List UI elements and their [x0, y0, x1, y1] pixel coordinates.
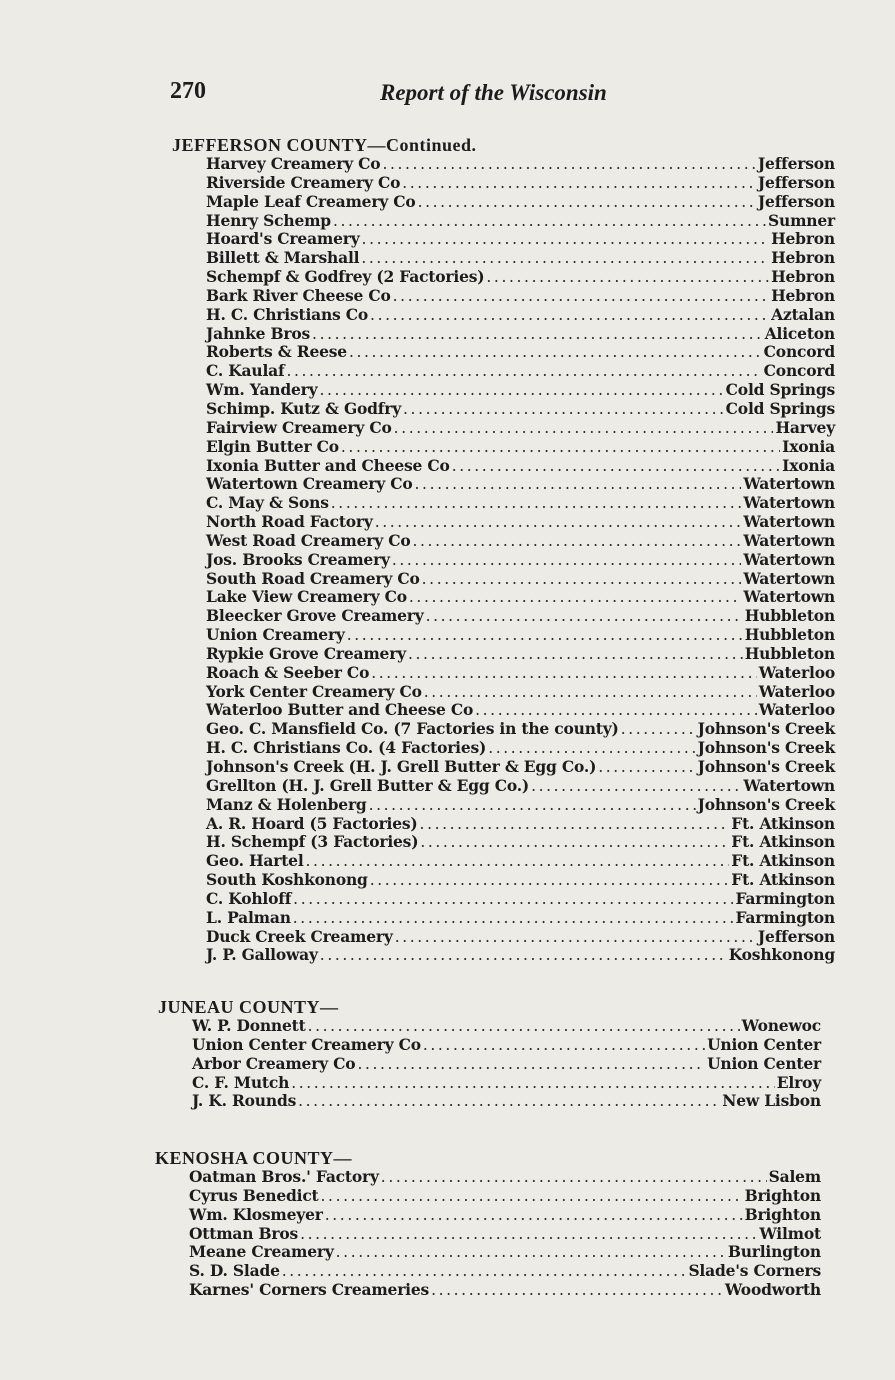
dot-leader	[298, 1092, 720, 1111]
list-item	[206, 588, 835, 607]
entry-place: Aztalan	[771, 304, 835, 324]
dot-leader	[375, 513, 742, 532]
entry-name: Geo. Hartel	[206, 851, 304, 871]
entry-place: Ft. Atkinson	[731, 870, 835, 890]
entry-place: Farmington	[735, 907, 835, 927]
page-header	[170, 78, 830, 112]
list-item	[189, 1225, 821, 1244]
entry-place: Johnson's Creek	[697, 757, 835, 776]
list-item	[206, 626, 835, 645]
entry-place: Sumner	[768, 210, 835, 230]
entry-name: Hoard's Creamery	[206, 229, 360, 249]
dot-leader	[426, 607, 743, 626]
entry-name: Harvey Creamery Co	[206, 154, 381, 173]
list-item	[192, 1092, 821, 1111]
dot-leader	[325, 1206, 743, 1225]
entry-place: Hubbleton	[744, 643, 835, 663]
list-item	[206, 419, 835, 438]
list-item	[206, 212, 835, 231]
entry-name: Meane Creamery	[189, 1242, 334, 1262]
entry-place: Salem	[768, 1167, 821, 1186]
list-item	[206, 570, 835, 589]
entry-name: Karnes' Corners Creameries	[189, 1280, 430, 1300]
dot-leader	[293, 890, 733, 909]
dot-leader	[403, 400, 724, 419]
list-item	[206, 664, 835, 683]
list-item	[206, 946, 835, 965]
entry-place: Waterloo	[758, 700, 835, 720]
entry-name: Rypkie Grove Creamery	[206, 643, 406, 663]
entry-name: S. D. Slade	[189, 1261, 280, 1281]
dot-leader	[319, 381, 723, 400]
list-item	[206, 852, 835, 871]
entry-name: Ottman Bros	[189, 1223, 299, 1243]
dot-leader	[282, 1262, 687, 1281]
dot-leader	[347, 626, 743, 645]
entry-name: Waterloo Butter and Cheese Co	[206, 700, 474, 720]
entry-place: Elroy	[776, 1072, 821, 1092]
dot-leader	[312, 325, 763, 344]
list-item	[189, 1262, 821, 1281]
entry-place: Johnson's Creek	[697, 794, 835, 814]
entry-place: Waterloo	[758, 662, 835, 682]
entry-list	[189, 1168, 821, 1300]
list-item	[206, 871, 835, 890]
list-item	[206, 230, 835, 249]
dot-leader	[382, 155, 755, 174]
entry-place: Watertown	[743, 493, 835, 513]
entry-name: Johnson's Creek (H. J. Grell Butter & Egg Co.)	[206, 757, 597, 776]
entry-place: Johnson's Creek	[697, 738, 835, 758]
entry-place: Cold Springs	[725, 380, 835, 400]
dot-leader	[331, 494, 742, 513]
entry-place: Cold Springs	[725, 398, 835, 418]
list-item	[206, 815, 835, 834]
entry-name: South Road Creamery Co	[206, 568, 420, 588]
entry-place: Waterloo	[758, 681, 835, 701]
running-title: Report of the Wisconsin	[380, 80, 607, 105]
entry-place: Union Center	[707, 1053, 821, 1073]
entry-place: Hebron	[771, 248, 835, 268]
entry-place: Jefferson	[757, 191, 835, 211]
entry-name: West Road Creamery Co	[206, 530, 411, 550]
dot-leader	[393, 287, 769, 306]
list-item	[206, 890, 835, 909]
entry-place: Wonewoc	[741, 1016, 821, 1035]
entry-name: Schempf & Godfrey (2 Factories)	[206, 267, 485, 287]
list-item	[206, 362, 835, 381]
dot-leader	[308, 1017, 740, 1036]
county-heading: JUNEAU COUNTY—	[158, 997, 339, 1017]
dot-leader	[422, 570, 742, 589]
entry-name: A. R. Hoard (5 Factories)	[206, 813, 418, 833]
entry-name: South Koshkonong	[206, 870, 368, 890]
dot-leader	[395, 928, 756, 947]
dot-leader	[300, 1225, 757, 1244]
entry-place: Watertown	[743, 530, 835, 550]
dot-leader	[381, 1168, 767, 1187]
dot-leader	[361, 249, 769, 268]
list-item	[206, 796, 835, 815]
entry-place: Brighton	[744, 1185, 821, 1205]
entry-name: Wm. Yandery	[206, 380, 318, 400]
list-item	[189, 1243, 821, 1262]
entry-place: Woodworth	[724, 1280, 821, 1300]
dot-leader	[420, 833, 729, 852]
entry-name: Geo. C. Mansfield Co. (7 Factories in the county)	[206, 719, 619, 739]
dot-leader	[475, 701, 757, 720]
list-item	[206, 381, 835, 400]
entry-name: W. P. Donnett	[192, 1016, 306, 1035]
dot-leader	[598, 758, 695, 777]
list-item	[206, 306, 835, 325]
dot-leader	[293, 909, 734, 928]
dot-leader	[418, 193, 756, 212]
entry-name: Jahnke Bros	[206, 323, 311, 343]
county-section-kenosha	[155, 1148, 821, 1300]
entry-name: Oatman Bros.' Factory	[189, 1167, 379, 1186]
entry-name: H. Schempf (3 Factories)	[206, 832, 419, 852]
dot-leader	[394, 419, 774, 438]
list-item	[206, 438, 835, 457]
entry-place: Hebron	[771, 267, 835, 287]
entry-place: Burlington	[727, 1242, 821, 1262]
list-item	[206, 777, 835, 796]
entry-place: Slade's Corners	[688, 1261, 821, 1281]
entry-name: Roberts & Reese	[206, 342, 347, 362]
entry-name: J. K. Rounds	[192, 1091, 297, 1111]
entry-name: Roach & Seeber Co	[206, 662, 370, 682]
entry-name: York Center Creamery Co	[206, 681, 422, 701]
entry-place: Watertown	[743, 549, 835, 569]
entry-place: Concord	[763, 342, 835, 362]
entry-name: Watertown Creamery Co	[206, 474, 413, 494]
entry-place: Ft. Atkinson	[731, 832, 835, 852]
list-item	[192, 1036, 821, 1055]
dot-leader	[291, 1074, 775, 1093]
dot-leader	[621, 720, 696, 739]
entry-place: Watertown	[743, 474, 835, 494]
list-item	[206, 287, 835, 306]
dot-leader	[408, 645, 743, 664]
entry-name: Manz & Holenberg	[206, 794, 367, 814]
list-item	[206, 494, 835, 513]
county-section-juneau	[158, 997, 821, 1111]
dot-leader	[424, 683, 757, 702]
entry-list	[206, 155, 835, 965]
list-item	[206, 701, 835, 720]
dot-leader	[409, 588, 741, 607]
list-item	[206, 457, 835, 476]
entry-name: Bleecker Grove Creamery	[206, 606, 424, 626]
entry-name: Duck Creek Creamery	[206, 926, 393, 946]
list-item	[206, 607, 835, 626]
entry-place: Hebron	[771, 229, 835, 249]
entry-place: Johnson's Creek	[697, 719, 835, 739]
list-item	[206, 532, 835, 551]
entry-place: Harvey	[775, 417, 835, 437]
entry-place: Watertown	[743, 775, 835, 795]
entry-place: Ixonia	[782, 436, 835, 456]
entry-name: H. C. Christians Co	[206, 304, 369, 324]
entry-name: J. P. Galloway	[206, 945, 318, 965]
dot-leader	[333, 212, 766, 231]
entry-place: Ixonia	[782, 455, 835, 475]
list-item	[206, 174, 835, 193]
entry-name: Elgin Butter Co	[206, 436, 339, 456]
dot-leader	[431, 1281, 723, 1300]
dot-leader	[420, 815, 730, 834]
page-number: 270	[170, 78, 206, 104]
dot-leader	[392, 551, 742, 570]
dot-leader	[306, 852, 730, 871]
entry-place: Jefferson	[757, 172, 835, 192]
list-item	[206, 683, 835, 702]
dot-leader	[336, 1243, 726, 1262]
entry-place: Union Center	[707, 1034, 821, 1054]
dot-leader	[486, 268, 769, 287]
list-item	[206, 909, 835, 928]
list-item	[206, 758, 835, 777]
list-item	[189, 1281, 821, 1300]
list-item	[206, 720, 835, 739]
entry-name: Maple Leaf Creamery Co	[206, 191, 416, 211]
list-item	[206, 193, 835, 212]
list-item	[206, 325, 835, 344]
dot-leader	[341, 438, 780, 457]
entry-place: Hubbleton	[744, 606, 835, 626]
dot-leader	[362, 230, 770, 249]
dot-leader	[413, 532, 742, 551]
entry-name: Bark River Cheese Co	[206, 285, 391, 305]
entry-name: Grellton (H. J. Grell Butter & Egg Co.)	[206, 775, 530, 795]
entry-place: Hubbleton	[744, 625, 835, 645]
list-item	[192, 1017, 821, 1036]
entry-name: Cyrus Benedict	[189, 1185, 319, 1205]
dot-leader	[286, 362, 761, 381]
list-item	[206, 268, 835, 287]
dot-leader	[357, 1055, 705, 1074]
county-heading: KENOSHA COUNTY—	[155, 1148, 353, 1168]
entry-name: L. Palman	[206, 907, 291, 927]
list-item	[206, 928, 835, 947]
entry-name: Henry Schemp	[206, 210, 331, 230]
entry-list	[192, 1017, 821, 1111]
dot-leader	[369, 796, 696, 815]
dot-leader	[349, 343, 762, 362]
list-item	[206, 155, 835, 174]
dot-leader	[402, 174, 756, 193]
entry-name: Arbor Creamery Co	[192, 1053, 356, 1073]
entry-name: Riverside Creamery Co	[206, 172, 401, 192]
list-item	[206, 833, 835, 852]
list-item	[189, 1187, 821, 1206]
entry-name: Billett & Marshall	[206, 248, 360, 268]
entry-name: C. May & Sons	[206, 493, 329, 513]
entry-name: Lake View Creamery Co	[206, 587, 407, 607]
entry-name: C. Kohloff	[206, 888, 292, 908]
dot-leader	[370, 871, 730, 890]
dot-leader	[423, 1036, 705, 1055]
list-item	[206, 400, 835, 419]
entry-name: C. Kaulaf	[206, 361, 285, 381]
entry-place: Watertown	[743, 512, 835, 532]
entry-name: Union Center Creamery Co	[192, 1034, 421, 1054]
entry-place: Watertown	[743, 568, 835, 588]
entry-name: C. F. Mutch	[192, 1072, 290, 1092]
list-item	[206, 551, 835, 570]
list-item	[206, 645, 835, 664]
dot-leader	[320, 946, 727, 965]
entry-place: Farmington	[735, 888, 835, 908]
entry-place: Wilmot	[759, 1223, 821, 1243]
entry-place: Watertown	[743, 587, 835, 607]
entry-place: Jefferson	[757, 154, 835, 173]
entry-name: Jos. Brooks Creamery	[206, 549, 390, 569]
entry-place: Ft. Atkinson	[731, 813, 835, 833]
entry-place: Hebron	[771, 285, 835, 305]
list-item	[206, 343, 835, 362]
entry-place: Concord	[763, 361, 835, 381]
entry-name: Wm. Klosmeyer	[189, 1204, 323, 1224]
dot-leader	[371, 664, 757, 683]
entry-place: Brighton	[744, 1204, 821, 1224]
list-item	[192, 1055, 821, 1074]
dot-leader	[531, 777, 741, 796]
list-item	[206, 739, 835, 758]
dot-leader	[370, 306, 769, 325]
list-item	[206, 249, 835, 268]
dot-leader	[452, 457, 780, 476]
dot-leader	[321, 1187, 743, 1206]
entry-name: Union Creamery	[206, 625, 345, 645]
list-item	[206, 475, 835, 494]
entry-name: North Road Factory	[206, 512, 373, 532]
dot-leader	[488, 739, 695, 758]
entry-place: New Lisbon	[722, 1091, 821, 1111]
county-heading: JEFFERSON COUNTY—Continued.	[172, 135, 477, 155]
entry-name: H. C. Christians Co. (4 Factories)	[206, 738, 487, 758]
entry-name: Ixonia Butter and Cheese Co	[206, 455, 450, 475]
list-item	[189, 1168, 821, 1187]
list-item	[192, 1074, 821, 1093]
entry-place: Aliceton	[764, 323, 835, 343]
dot-leader	[415, 475, 742, 494]
entry-name: Schimp. Kutz & Godfry	[206, 398, 402, 418]
entry-place: Jefferson	[757, 926, 835, 946]
list-item	[189, 1206, 821, 1225]
county-section-jefferson	[172, 135, 835, 965]
entry-place: Koshkonong	[728, 945, 835, 965]
list-item	[206, 513, 835, 532]
entry-place: Ft. Atkinson	[731, 851, 835, 871]
entry-name: Fairview Creamery Co	[206, 417, 392, 437]
